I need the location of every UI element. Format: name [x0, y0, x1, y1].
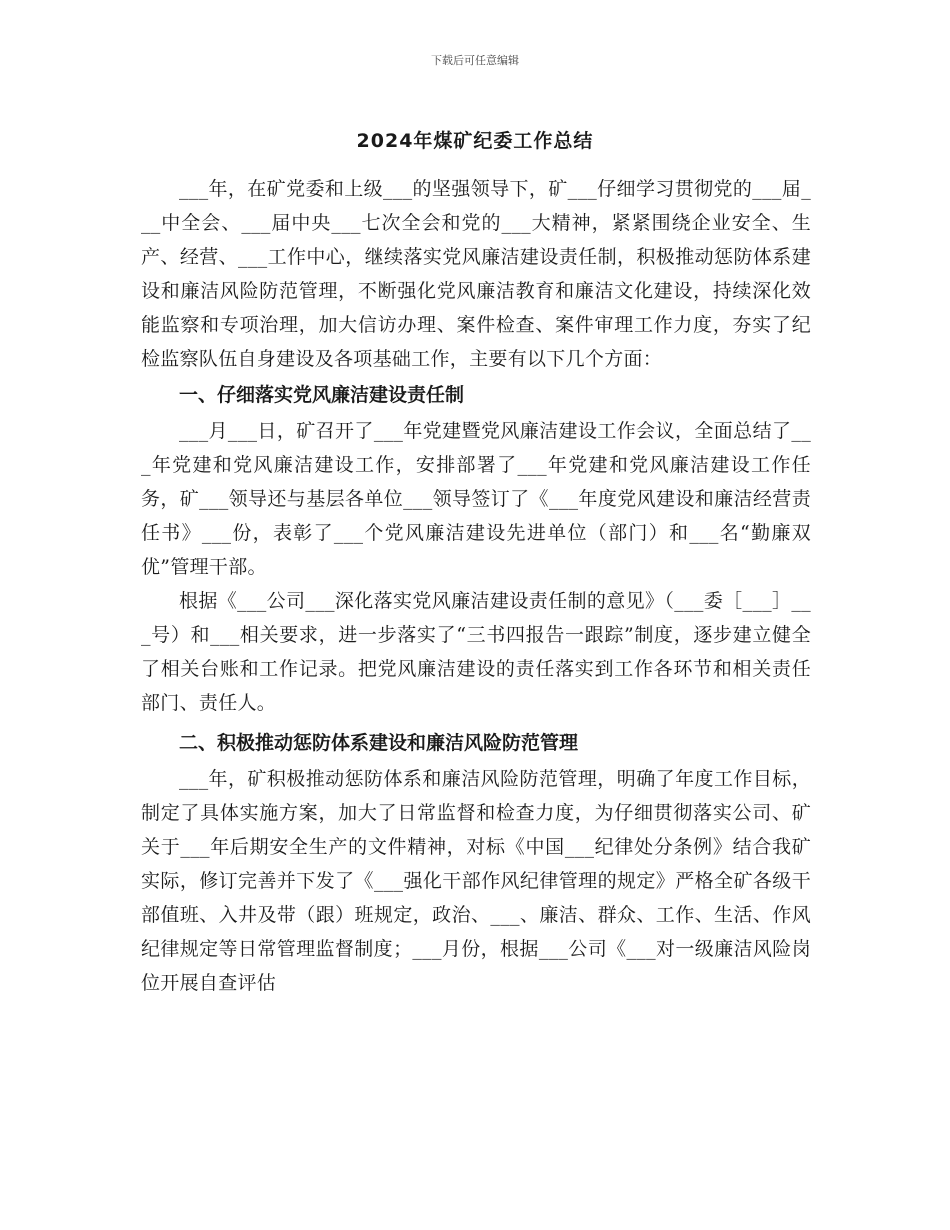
header-note: 下载后可任意编辑 [431, 54, 519, 67]
section-heading-1: 一、仔细落实党风廉洁建设责任制 [179, 384, 465, 406]
paragraph-section1-b: 根据《___公司___深化落实党风廉洁建设责任制的意见》（___委［___］___号）和___相关要求，进一步落实了“三书四报告一跟踪”制度，逐步建立健全了相关台账和工作记录。把党风廉洁建设的责任落实到工作各环节和相关责任部门、责任人。 [141, 590, 811, 714]
paragraph-section1-a: ___月___日，矿召开了___年党建暨党风廉洁建设工作会议，全面总结了___年党建和党风廉洁建设工作，安排部署了___年党建和党风廉洁建设工作任务，矿___领导还与基层各单位___领导签订了《___年度党风建设和廉洁经营责任书》___份，表彰了___个党风廉洁建设先进单位（部门）和___名“勤廉双优”管理干部。 [141, 420, 811, 578]
section-heading-2: 二、积极推动惩防体系建设和廉洁风险防范管理 [179, 732, 579, 754]
document-body [141, 172, 811, 1000]
paragraph-intro: ___年，在矿党委和上级___的坚强领导下，矿___仔细学习贯彻党的___届___中全会、___届中央___七次全会和党的___大精神，紧紧围绕企业安全、生产、经营、___工作中心，继续落实党风廉洁建设责任制，积极推动惩防体系建设和廉洁风险防范管理，不断强化党风廉洁教育和廉洁文化建设，持续深化效能监察和专项治理，加大信访办理、案件检查、案件审理工作力度，夯实了纪检监察队伍自身建设及各项基础工作，主要有以下几个方面： [141, 178, 811, 370]
paragraph-section2-a: ___年，矿积极推动惩防体系和廉洁风险防范管理，明确了年度工作目标，制定了具体实施方案，加大了日常监督和检查力度，为仔细贯彻落实公司、矿关于___年后期安全生产的文件精神，对标《中国___纪律处分条例》结合我矿实际，修订完善并下发了《___强化干部作风纪律管理的规定》严格全矿各级干部值班、入井及带（跟）班规定，政治、___、廉洁、群众、工作、生活、作风纪律规定等日常管理监督制度；___月份，根据___公司《___对一级廉洁风险岗位开展自查评估 [141, 768, 811, 994]
document-title: 2024年煤矿纪委工作总结 [356, 130, 594, 152]
